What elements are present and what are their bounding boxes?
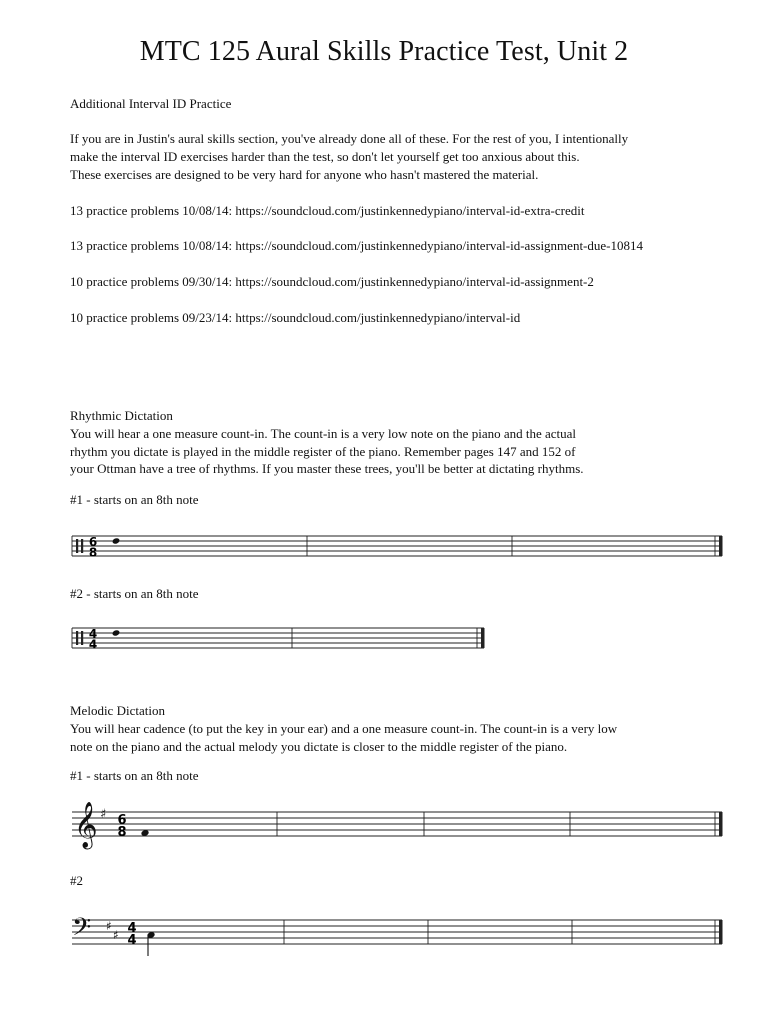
time-signature-top: 4 [127,921,137,936]
practice-link[interactable]: 13 practice problems 10/08/14: https://soundcloud.com/justinkennedypiano/interval-id-extra-credit [70,203,585,218]
melody-staff-2 [60,910,730,970]
rhythm-staff-2 [60,620,500,660]
time-signature-bottom: 8 [88,545,98,560]
melodic-intro-line: You will hear cadence (to put the key in your ear) and a one measure count-in. The count-in is a very low [70,721,618,736]
bass-clef-icon: 𝄢 [72,913,92,948]
exercise-label: #1 - starts on an 8th note [70,492,199,507]
interval-heading: Additional Interval ID Practice [70,96,232,111]
practice-link[interactable]: 13 practice problems 10/08/14: https://soundcloud.com/justinkennedypiano/interval-id-assignment-due-10814 [70,238,643,253]
time-signature-bottom: 4 [127,933,137,948]
rhythmic-intro-line: You will hear a one measure count-in. The count-in is a very low note on the piano and the actual [70,426,577,441]
treble-clef-icon: 𝄞 [74,802,98,848]
sharp-icon: ♯ [100,807,107,822]
melodic-intro-line: note on the piano and the actual melody you dictate is closer to the middle register of the piano. [70,739,568,754]
interval-intro-line: If you are in Justin's aural skills section, you've already done all of these. For the rest of you, I intentionally [70,131,629,146]
rhythmic-intro-line: rhythm you dictate is played in the middle register of the piano. Remember pages 147 and 152 of [70,444,576,459]
time-signature-top: 4 [88,627,98,641]
interval-intro-line: These exercises are designed to be very hard for anyone who hasn't mastered the material. [70,167,539,182]
rhythmic-heading: Rhythmic Dictation [70,408,173,423]
note-head [112,629,121,636]
exercise-label: #2 [70,873,83,888]
time-signature-bottom: 4 [88,637,98,652]
time-signature-top: 6 [88,535,98,549]
note-head [112,537,121,544]
melodic-heading: Melodic Dictation [70,703,165,718]
page-title: MTC 125 Aural Skills Practice Test, Unit 2 [139,36,629,67]
sharp-icon: ♯ [113,928,119,942]
time-signature-top: 6 [117,813,127,828]
practice-link[interactable]: 10 practice problems 09/23/14: https://soundcloud.com/justinkennedypiano/interval-id [70,310,521,325]
exercise-label: #2 - starts on an 8th note [70,586,199,601]
rhythm-staff-1 [60,528,730,568]
sharp-icon: ♯ [106,919,112,933]
time-signature-bottom: 8 [117,825,127,840]
rhythmic-intro-line: your Ottman have a tree of rhythms. If you master these trees, you'll be better at dictating rhythms. [70,461,584,476]
exercise-label: #1 - starts on an 8th note [70,768,199,783]
interval-intro-line: make the interval ID exercises harder than the test, so don't let yourself get too anxious about this. [70,149,580,164]
practice-link[interactable]: 10 practice problems 09/30/14: https://soundcloud.com/justinkennedypiano/interval-id-assignment-2 [70,274,594,289]
melody-staff-1 [60,798,730,858]
